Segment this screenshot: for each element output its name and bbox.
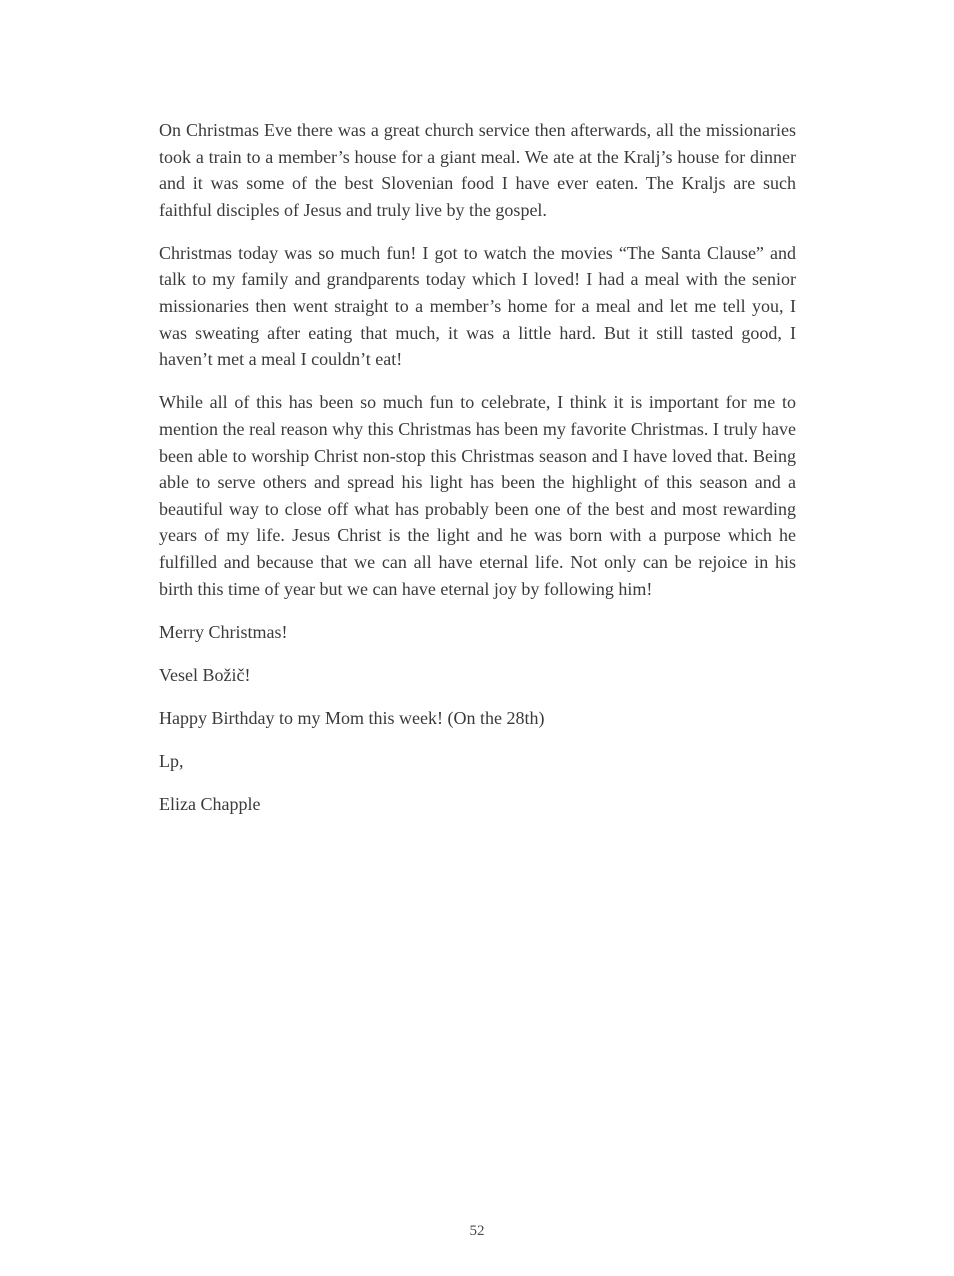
paragraph-reflection: While all of this has been so much fun to celebrate, I think it is important for me to mention the real reason why this Christmas has been my favorite Christmas. I truly have been able to worship Christ non-stop this Christmas season and I have loved that. Being able to serve others and spread his light has been the highlight of this season and a beautiful way to close off what has probably been one of the best and most rewarding years of my life. Jesus Christ is the light and he was born with a purpose which he fulfilled and because that we can all have eternal life. Not only can be rejoice in his birth this time of year but we can have eternal joy by following him! xyxy=(159,392,796,599)
paragraph-christmas-day: Christmas today was so much fun! I got to watch the movies “The Santa Clause” and talk to my family and grandparents today which I loved! I had a meal with the senior missionaries then went straight to a member’s home for a meal and let me tell you, I was sweating after eating that much, it was a little hard. But it still tasted good, I haven’t met a meal I couldn’t eat! xyxy=(159,242,796,370)
page-number: 52 xyxy=(469,1223,485,1239)
closing-line-birthday: Happy Birthday to my Mom this week! (On the 28th) xyxy=(159,707,545,728)
signature-name: Eliza Chapple xyxy=(159,793,261,814)
closing-line-vesel-bozic: Vesel Božič! xyxy=(159,664,251,685)
paragraph-christmas-eve: On Christmas Eve there was a great church service then afterwards, all the missionaries took a train to a member’s house for a giant meal. We ate at the Kralj’s house for dinner and it was some of the best Slovenian food I have ever eaten. The Kraljs are such faithful disciples of Jesus and truly live by the gospel. xyxy=(159,120,796,220)
closing-line-lp: Lp, xyxy=(159,750,184,771)
closing-line-merry-christmas: Merry Christmas! xyxy=(159,621,288,642)
